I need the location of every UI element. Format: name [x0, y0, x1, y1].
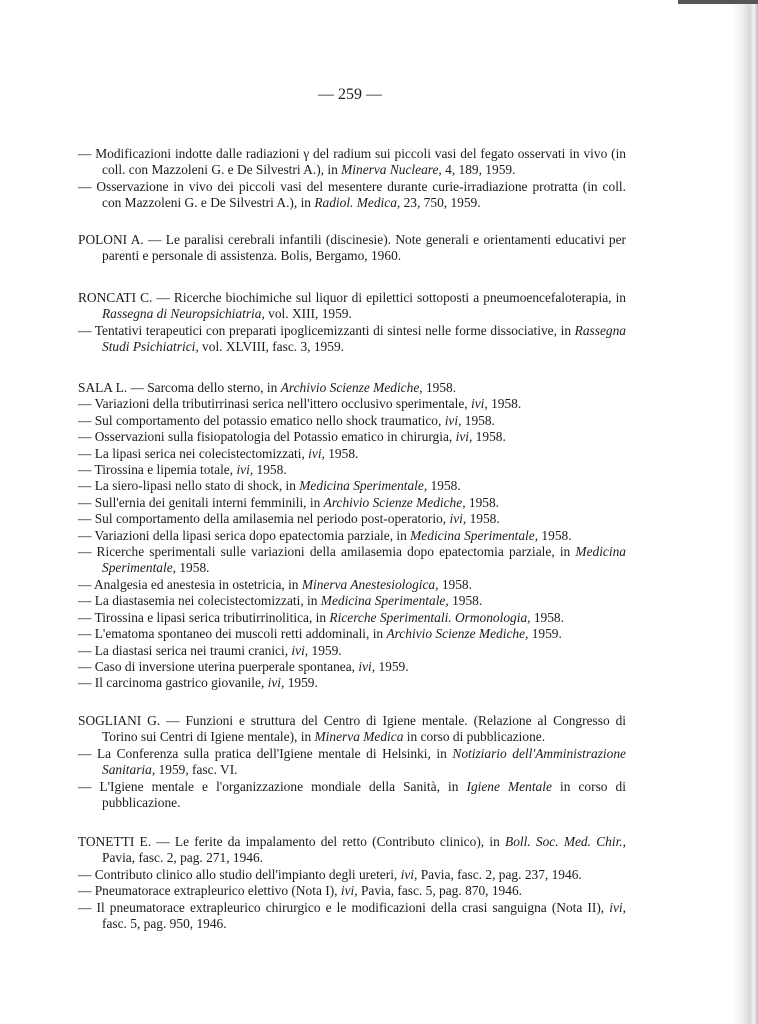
entry-text: — Ricerche sperimentali sulle variazioni della amilasemia dopo epatectomia parziale, in — [78, 544, 576, 560]
entry-text: 1958. — [438, 576, 472, 592]
entry-text: Pavia, fasc. 2, pag. 271, 1946. — [102, 850, 264, 866]
journal-title: ivi, — [308, 445, 325, 461]
bibliography-entry — [78, 232, 626, 265]
entry-text: 1958. — [448, 593, 483, 609]
entry-text: — La Conferenza sulla pratica dell'Igiene mentale di Helsinki, in — [78, 745, 453, 761]
journal-title: Rassegna Studi Psichiatrici, — [102, 322, 626, 355]
entry-text: SOGLIANI G. — Funzioni e struttura del Centro di Igiene mentale. (Relazione al Congresso di Torino sui Centri di Igiene mentale), in — [78, 713, 626, 745]
entry-text: — Tentativi terapeutici con preparati ipoglicemizzanti di sintesi nelle forme dissociative, in — [78, 322, 575, 338]
entry-text: vol. XLVIII, fasc. 3, 1959. — [198, 339, 344, 355]
journal-title: Radiol. Medica, — [314, 195, 401, 211]
bibliography-entry — [78, 179, 626, 212]
bibliography-entry — [78, 446, 626, 462]
entry-text: 1958. — [472, 429, 506, 445]
entry-text: 1958. — [324, 445, 359, 461]
bibliography-entry — [78, 478, 626, 494]
entry-text: 1958. — [253, 462, 287, 478]
entry-text: 1958. — [538, 527, 572, 543]
bibliography-entry — [78, 413, 626, 429]
bibliography-entry — [78, 146, 626, 179]
entry-text: — Sull'ernia dei genitali interni femminili, in — [78, 494, 324, 510]
entry-text: 1959. — [375, 658, 409, 674]
journal-title: Igiene Mentale — [466, 778, 552, 794]
journal-title: Medicina Sperimentale, — [102, 544, 626, 576]
bibliography-entry — [78, 643, 626, 659]
entry-text: vol. XIII, 1959. — [264, 306, 352, 322]
bibliography-entry — [78, 462, 626, 478]
entry-text: 23, 750, 1959. — [400, 195, 481, 211]
entry-text: Pavia, fasc. 2, pag. 237, 1946. — [417, 866, 582, 882]
entry-text: 1958. — [427, 478, 461, 494]
entry-text: 1958. — [465, 494, 500, 510]
bibliography-entry — [78, 577, 626, 593]
journal-title: ivi, — [444, 412, 462, 428]
bibliography-entry — [78, 511, 626, 527]
journal-title: ivi, — [470, 396, 488, 412]
entry-text: — L'ematoma spontaneo dei muscoli retti addominali, in — [78, 626, 387, 642]
entry-text: — Tirossina e lipasi serica tributirrinolitica, in — [78, 609, 330, 625]
journal-title: Archivio Scienze Mediche, — [280, 380, 423, 395]
journal-title: Rassegna di Neuropsichiatria, — [102, 306, 265, 322]
bibliography-entry — [78, 834, 626, 867]
bibliography-entry — [78, 746, 626, 779]
journal-title: Medicina Sperimentale, — [299, 478, 428, 494]
bibliography-entry — [78, 779, 626, 812]
entry-text: 1958. — [461, 412, 495, 428]
journal-title: Minerva Nucleare, — [341, 162, 442, 178]
bibliography-entry — [78, 713, 626, 746]
entry-text: — Sul comportamento della amilasemia nel periodo post-operatorio, — [78, 511, 450, 527]
journal-title: ivi, — [340, 883, 358, 899]
bibliography-entry — [78, 380, 626, 396]
entry-text: — La siero-lipasi nello stato di shock, in — [78, 478, 300, 494]
bibliography-entry — [78, 290, 626, 323]
section-poloni — [78, 232, 626, 265]
entry-text: in corso di pubblicazione. — [403, 729, 546, 745]
entry-text: in corso di pubblicazione. — [102, 778, 626, 811]
page-number: — 259 — — [318, 86, 382, 103]
journal-title: ivi, — [236, 462, 254, 478]
bibliography-entry — [78, 593, 626, 609]
bibliography-entry — [78, 610, 626, 626]
bibliography-entry — [78, 626, 626, 642]
scan-edge-top — [678, 0, 758, 4]
entry-text: — L'Igiene mentale e l'organizzazione mondiale della Sanità, in — [78, 778, 467, 794]
scan-edge-shadow — [732, 0, 758, 1024]
bibliography-entry — [78, 495, 626, 511]
entry-text: — Osservazioni sulla fisiopatologia del Potassio ematico in chirurgia, — [78, 429, 456, 445]
journal-title: Archivio Scienze Mediche, — [386, 626, 529, 642]
entry-text: fasc. 5, pag. 950, 1946. — [102, 916, 227, 932]
journal-title: Medicina Sperimentale, — [410, 527, 539, 543]
journal-title: Minerva Anestesiologica, — [301, 576, 439, 592]
journal-title: ivi, — [455, 429, 473, 445]
entry-text: 1958. — [530, 609, 564, 625]
entry-text: POLONI A. — Le paralisi cerebrali infantili (discinesie). Note generali e orientamenti educativi per parenti e personale di assistenza. Bolis, Bergamo, 1960. — [78, 232, 626, 264]
entry-text: — Caso di inversione uterina puerperale spontanea, — [78, 658, 359, 674]
journal-title: ivi, — [449, 511, 467, 527]
journal-title: Medicina Sperimentale, — [320, 593, 449, 609]
entry-text: — Il pneumatorace extrapleurico chirurgico e le modificazioni della crasi sanguigna (Nota II), — [78, 899, 610, 915]
entry-text: — Modificazioni indotte dalle radiazioni γ del radium sui piccoli vasi del fegato osservati in vivo (in coll. con Mazzoleni G. e De Silvestri A.), in — [78, 146, 626, 178]
bibliography-entry — [78, 323, 626, 356]
bibliography-entry — [78, 883, 626, 899]
journal-title: ivi, — [609, 899, 626, 915]
journal-title: Boll. Soc. Med. Chir., — [505, 834, 626, 849]
entry-text: — Il carcinoma gastrico giovanile, — [78, 675, 268, 691]
section-continued — [78, 146, 626, 212]
entry-text: 1959. — [308, 642, 342, 658]
entry-text: 1959. — [284, 675, 318, 691]
entry-text: — Osservazione in vivo dei piccoli vasi del mesentere durante curie-irradiazione protratta (in coll. con Mazzoleni G. e De Silvestri A.), in — [78, 178, 626, 211]
entry-text: — Variazioni della tributirrinasi serica nell'ittero occlusivo sperimentale, — [78, 396, 471, 412]
entry-text: 1959, fasc. VI. — [155, 762, 238, 778]
bibliography-entry — [78, 675, 626, 691]
bibliography-entry — [78, 396, 626, 412]
journal-title: ivi, — [291, 642, 309, 658]
journal-title: Archivio Scienze Mediche, — [323, 494, 466, 510]
entry-text: — Tirossina e lipemia totale, — [78, 462, 237, 478]
journal-title: Minerva Medica — [314, 729, 404, 745]
section-roncati — [78, 290, 626, 356]
bibliography-entry — [78, 528, 626, 544]
entry-text: 1958. — [487, 396, 522, 412]
entry-text: 1959. — [528, 626, 562, 642]
bibliography-entry — [78, 544, 626, 577]
entry-text: Pavia, fasc. 5, pag. 870, 1946. — [357, 883, 522, 899]
section-sala — [78, 380, 626, 692]
section-sogliani — [78, 713, 626, 811]
entry-text: — La diastasemia nei colecistectomizzati, in — [78, 593, 321, 609]
journal-title: ivi, — [267, 675, 285, 691]
bibliography-entry — [78, 429, 626, 445]
entry-text: — Sul comportamento del potassio ematico nello shock traumatico, — [78, 412, 445, 428]
entry-text: 4, 189, 1959. — [441, 162, 516, 178]
entry-text: 1958. — [422, 380, 457, 395]
entry-text: — Contributo clinico allo studio dell'impianto degli ureteri, — [78, 866, 401, 882]
entry-text: — Analgesia ed anestesia in ostetricia, in — [78, 576, 302, 592]
entry-text: TONETTI E. — Le ferite da impalamento del retto (Contributo clinico), in — [78, 834, 506, 849]
bibliography-entry — [78, 659, 626, 675]
entry-text: SALA L. — Sarcoma dello sterno, in — [78, 380, 281, 395]
section-tonetti — [78, 834, 626, 932]
journal-title: ivi, — [400, 866, 418, 882]
bibliography-entry — [78, 867, 626, 883]
journal-title: Notiziario dell'Amministrazione Sanitaria, — [102, 745, 626, 778]
entry-text: — La lipasi serica nei colecistectomizzati, — [78, 445, 309, 461]
bibliography-entry — [78, 900, 626, 933]
journal-title: ivi, — [358, 658, 376, 674]
entry-text: — Variazioni della lipasi serica dopo epatectomia parziale, in — [78, 527, 411, 543]
entry-text: 1958. — [466, 511, 500, 527]
entry-text: 1958. — [176, 560, 210, 576]
journal-title: Ricerche Sperimentali. Ormonologia, — [329, 609, 531, 625]
entry-text: RONCATI C. — Ricerche biochimiche sul liquor di epilettici sottoposti a pneumoencefaloterapia, in — [78, 290, 626, 305]
entry-text: — La diastasi serica nei traumi cranici, — [78, 642, 292, 658]
entry-text: — Pneumatorace extrapleurico elettivo (Nota I), — [78, 883, 341, 899]
